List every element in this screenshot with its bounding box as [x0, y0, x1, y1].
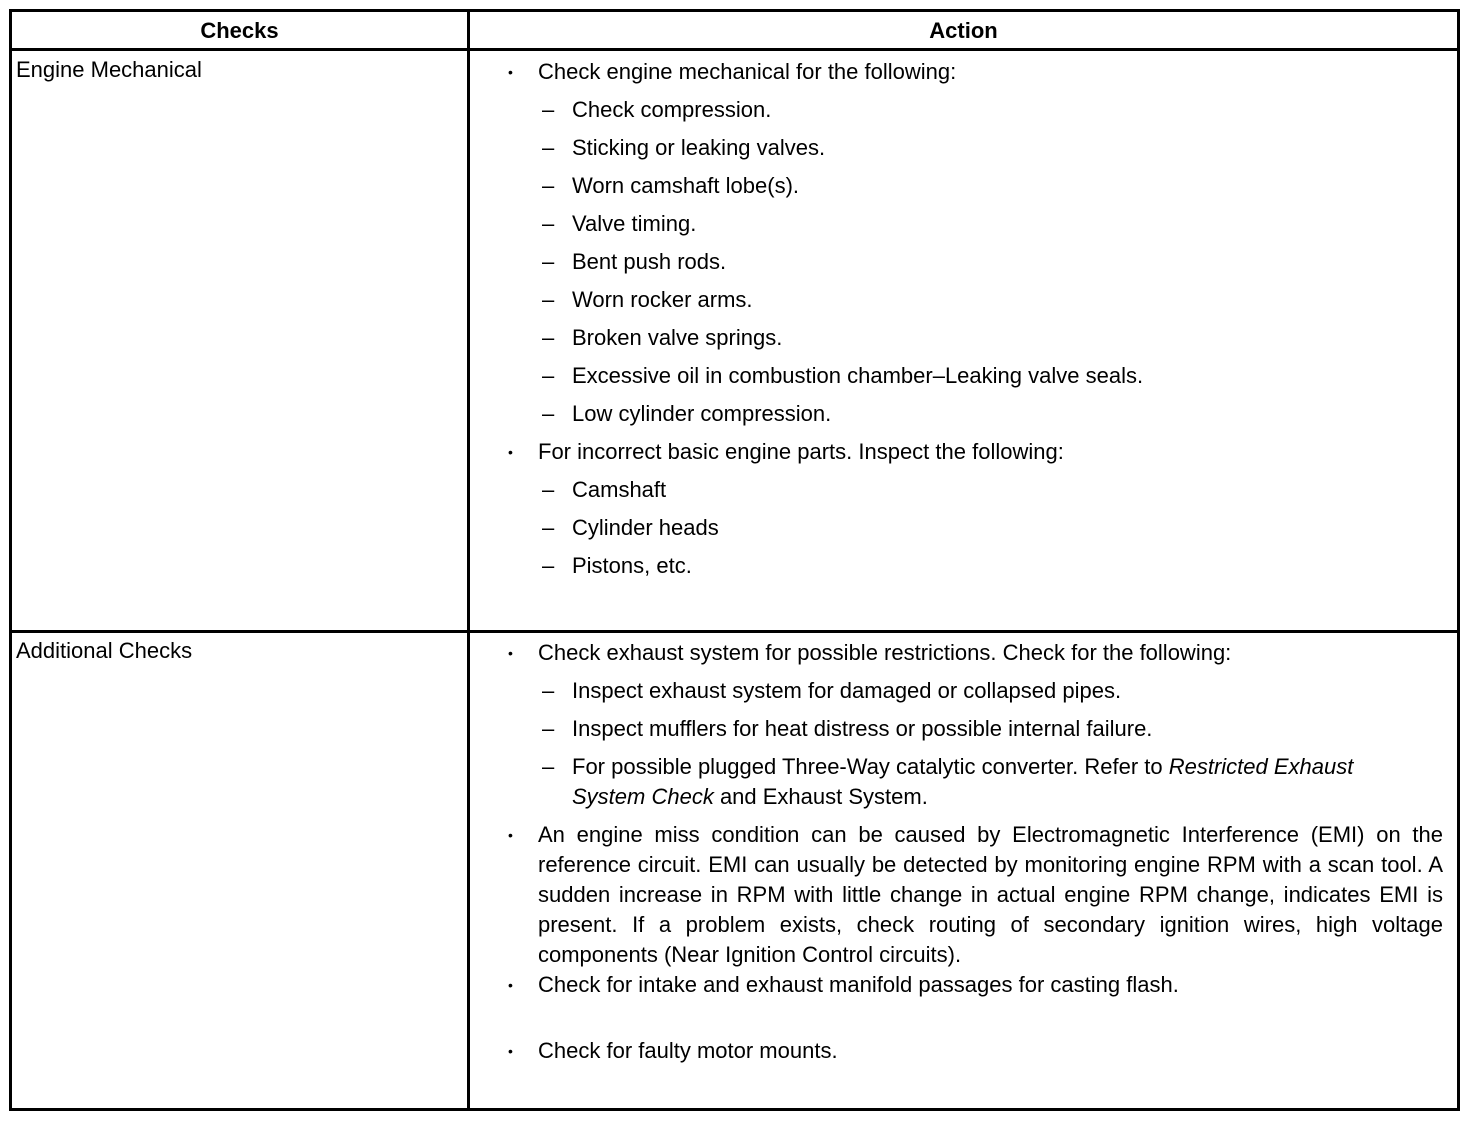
- list-item: • For incorrect basic engine parts. Inspect the following:: [470, 437, 1457, 467]
- list-item: • Check engine mechanical for the following:: [470, 57, 1457, 87]
- sub-list-item: – Worn camshaft lobe(s).: [470, 171, 1457, 201]
- list-item: • Check exhaust system for possible restrictions. Check for the following:: [470, 638, 1457, 668]
- header-action: Action: [929, 18, 998, 43]
- sub-list-item: – Worn rocker arms.: [470, 285, 1457, 315]
- catalytic-text-post: and Exhaust System.: [713, 784, 928, 809]
- table-header-row: [12, 12, 1457, 51]
- action-engine-mechanical: [470, 57, 1457, 581]
- diagnostic-table: [9, 9, 1460, 1111]
- list-item: • Check for faulty motor mounts.: [470, 1036, 1457, 1066]
- list-item: • Check for intake and exhaust manifold passages for casting flash.: [470, 970, 1457, 1000]
- sub-list-item: – Bent push rods.: [470, 247, 1457, 277]
- catalytic-text-pre: For possible plugged Three-Way catalytic converter. Refer to: [572, 754, 1169, 779]
- check-engine-mechanical: Engine Mechanical: [16, 57, 202, 82]
- sub-list-item: – Valve timing.: [470, 209, 1457, 239]
- sub-list-item: – Pistons, etc.: [470, 551, 1457, 581]
- action-additional-checks: [470, 638, 1457, 1066]
- list-item: • An engine miss condition can be caused by Electromagnetic Interference (EMI) on the reference circuit. EMI can usually be detected by monitoring engine RPM with a scan tool. A sudden increase in RPM with little change in actual engine RPM change, indicates EMI is present. If a problem exists, check routing of secondary ignition wires, high voltage components (Near Ignition Control circuits).: [470, 820, 1457, 970]
- check-additional-checks: Additional Checks: [16, 638, 193, 663]
- sub-list-item: – Sticking or leaking valves.: [470, 133, 1457, 163]
- sub-list-item: – Cylinder heads: [470, 513, 1457, 543]
- sub-list-item: – Check compression.: [470, 95, 1457, 125]
- sub-list-item: – Excessive oil in combustion chamber–Leaking valve seals.: [470, 361, 1457, 391]
- sub-list-item: – Low cylinder compression.: [470, 399, 1457, 429]
- restricted-exhaust-reference: Restricted Exhaust System Check: [572, 754, 1354, 809]
- sub-list-item: – Inspect mufflers for heat distress or possible internal failure.: [470, 714, 1457, 744]
- sub-list-item: – Broken valve springs.: [470, 323, 1457, 353]
- sub-list-item-catalytic: [470, 752, 1457, 812]
- header-checks: Checks: [200, 18, 279, 43]
- sub-list-item: – Camshaft: [470, 475, 1457, 505]
- sub-list-item: – Inspect exhaust system for damaged or collapsed pipes.: [470, 676, 1457, 706]
- row-divider: [12, 630, 1457, 633]
